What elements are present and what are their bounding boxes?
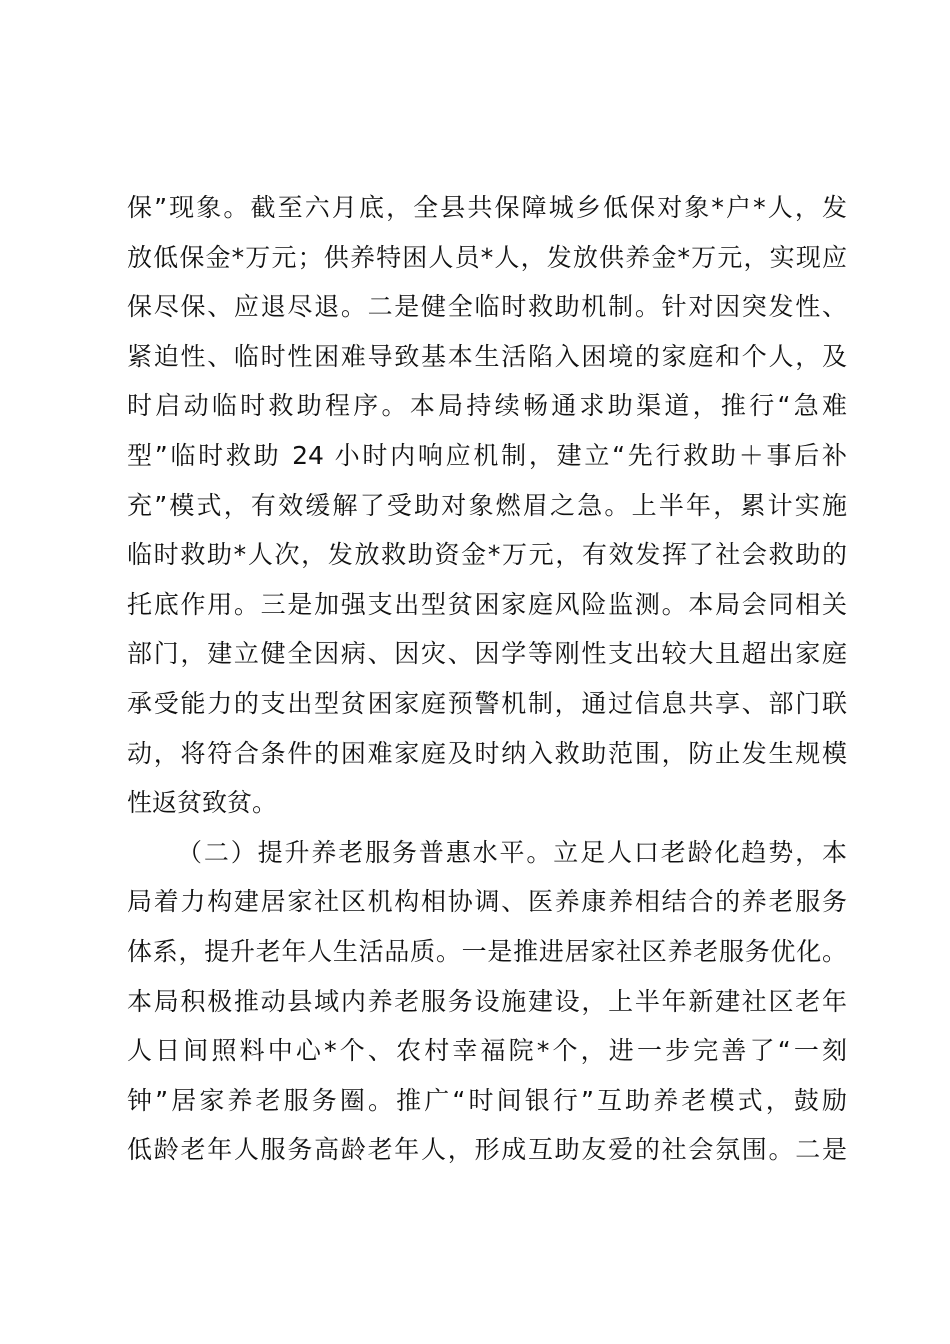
text-line: 时启动临时救助程序。本局持续畅通求助渠道，推行“急难 [127, 391, 847, 421]
body-text [127, 183, 847, 1175]
text-line: 充”模式，有效缓解了受助对象燃眉之急。上半年，累计实施 [127, 490, 847, 520]
text-line: 临时救助*人次，发放救助资金*万元，有效发挥了社会救助的 [127, 540, 847, 570]
text-line: 紧迫性、临时性困难导致基本生活陷入困境的家庭和个人，及 [127, 341, 847, 371]
text-line: 托底作用。三是加强支出型贫困家庭风险监测。本局会同相关 [127, 589, 847, 619]
text-line: 人日间照料中心*个、农村幸福院*个，进一步完善了“一刻 [127, 1036, 847, 1066]
text-line: 保”现象。截至六月底，全县共保障城乡低保对象*户*人，发 [127, 193, 847, 222]
text-line: 性返贫致贫。 [127, 788, 278, 818]
text-line: 放低保金*万元；供养特困人员*人，发放供养金*万元，实现应 [127, 242, 847, 272]
text-line: 钟”居家养老服务圈。推广“时间银行”互助养老模式，鼓励 [127, 1085, 847, 1115]
text-line: 低龄老年人服务高龄老年人，形成互助友爱的社会氛围。二是 [127, 1135, 847, 1165]
text-line: 保尽保、应退尽退。二是健全临时救助机制。针对因突发性、 [127, 292, 847, 322]
text-line: 动，将符合条件的困难家庭及时纳入救助范围，防止发生规模 [127, 738, 847, 768]
text-line: 承受能力的支出型贫困家庭预警机制，通过信息共享、部门联 [127, 688, 847, 718]
text-line: 局着力构建居家社区机构相协调、医养康养相结合的养老服务 [127, 887, 847, 917]
text-line: 本局积极推动县域内养老服务设施建设，上半年新建社区老年 [127, 986, 847, 1016]
text-line: 型”临时救助 24 小时内响应机制，建立“先行救助＋事后补 [127, 440, 847, 470]
section-heading-line: （二）提升养老服务普惠水平。立足人口老龄化趋势，本 [177, 837, 847, 867]
text-line: 体系，提升老年人生活品质。一是推进居家社区养老服务优化。 [127, 936, 847, 966]
text-line: 部门，建立健全因病、因灾、因学等刚性支出较大且超出家庭 [127, 639, 847, 669]
